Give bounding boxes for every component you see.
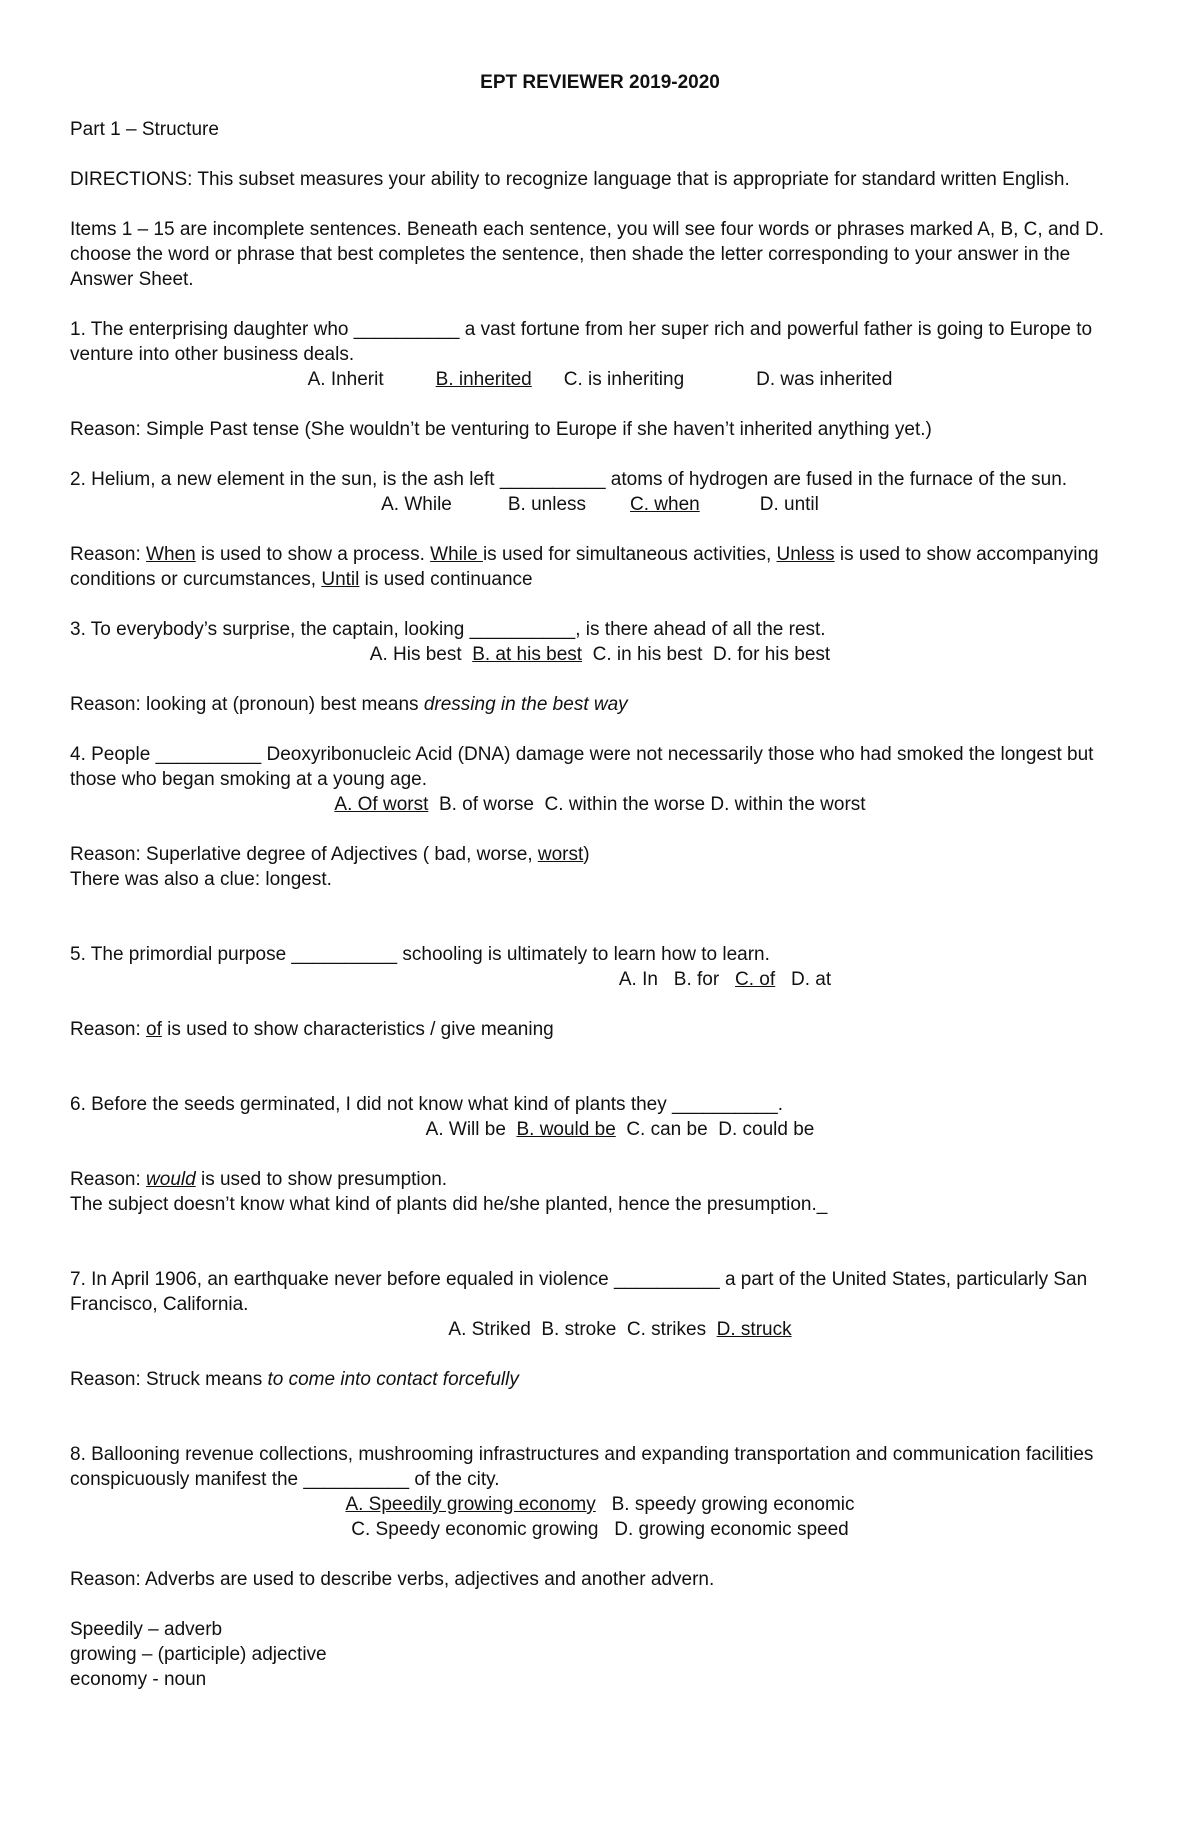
reason-emphasis: dressing in the best way (423, 694, 628, 715)
reason-keyword: of (146, 1019, 162, 1040)
choice-c-answer: C. when (630, 494, 700, 515)
reason-label: Reason: (70, 544, 147, 565)
reason-keyword: would (146, 1169, 196, 1190)
question-text: 8. Ballooning revenue collections, mushrooming infrastructures and expanding transportation and communication facilities conspicuously manifest the __________ of the city. (70, 1444, 1094, 1490)
choice-d: D. until (759, 494, 819, 515)
choice-b-answer: B. would be (516, 1119, 616, 1140)
reason-label: Reason: looking at (pronoun) best means (70, 694, 424, 715)
question-item-5 (70, 942, 1130, 1042)
reason-label: Reason: Superlative degree of Adjectives ( bad, worse, (70, 844, 538, 865)
reason-segment: is used to show accompanying conditions or curcumstances, (70, 544, 1099, 590)
reason-text (70, 692, 1130, 717)
reason-text: Reason: Simple Past tense (She wouldn’t be venturing to Europe if she haven’t inherited anything yet.) (70, 419, 932, 440)
choices-row-2 (70, 1517, 1130, 1542)
reason-segment: is used to show presumption. (195, 1169, 448, 1190)
choice-c: C. Speedy economic growing (351, 1519, 599, 1540)
reason-keyword: worst (537, 844, 584, 865)
reason-label: Reason: (70, 1019, 147, 1040)
choice-a: A. Striked (448, 1319, 531, 1340)
choices-row (70, 967, 1130, 992)
choice-a-answer: A. Of worst (334, 794, 429, 815)
choice-d: D. was inherited (756, 369, 893, 390)
reason-keyword-while: While (430, 544, 483, 565)
reason-segment: is used continuance (359, 569, 533, 590)
choice-a: A. While (381, 494, 452, 515)
question-text: 2. Helium, a new element in the sun, is the ash left __________ atoms of hydrogen are fused in the furnace of the sun. (70, 469, 1068, 490)
reason-text (70, 1017, 1130, 1042)
question-text: 5. The primordial purpose __________ schooling is ultimately to learn how to learn. (70, 944, 770, 965)
question-item-3 (70, 617, 1130, 717)
choice-a: A. In (618, 969, 658, 990)
choice-c: C. strikes (626, 1319, 707, 1340)
reason-segment: is used for simultaneous activities, (482, 544, 777, 565)
reason-line-2: The subject doesn’t know what kind of plants did he/she planted, hence the presumption._ (70, 1194, 828, 1215)
reason-label: Reason: (70, 1169, 147, 1190)
choices-row (70, 492, 1130, 517)
question-text: 4. People __________ Deoxyribonucleic Acid (DNA) damage were not necessarily those who had smoked the longest but those who began smoking at a young age. (70, 744, 1094, 790)
question-item-2 (70, 467, 1130, 592)
choice-b: B. unless (507, 494, 587, 515)
note-line-1: Speedily – adverb (70, 1619, 223, 1640)
choices-row (70, 1492, 1130, 1517)
document-title: EPT REVIEWER 2019-2020 (480, 72, 720, 93)
choice-d-answer: D. struck (716, 1319, 792, 1340)
choice-a-answer: A. Speedily growing economy (345, 1494, 596, 1515)
question-item-4 (70, 742, 1130, 892)
question-text: 3. To everybody’s surprise, the captain, looking __________, is there ahead of all the rest. (70, 619, 826, 640)
choice-d: D. within the worst (710, 794, 866, 815)
reason-text (70, 1167, 1130, 1192)
choice-b: B. for (673, 969, 720, 990)
choices-row (70, 1117, 1130, 1142)
choice-d: D. at (791, 969, 832, 990)
choice-c: C. within the worse (544, 794, 706, 815)
choice-b: B. of worse (438, 794, 534, 815)
question-item-1 (70, 317, 1130, 442)
choice-a: A. His best (369, 644, 462, 665)
choice-d: D. growing economic speed (614, 1519, 849, 1540)
reason-segment: is used to show a process. (195, 544, 431, 565)
reason-keyword-until: Until (321, 569, 360, 590)
choice-a: A. Will be (425, 1119, 506, 1140)
reason-text (70, 542, 1130, 592)
choice-c: C. is inheriting (563, 369, 685, 390)
choice-b-answer: B. at his best (472, 644, 583, 665)
reason-text: Reason: Adverbs are used to describe verbs, adjectives and another advern. (70, 1569, 715, 1590)
choice-b: B. speedy growing economic (611, 1494, 855, 1515)
choice-c: C. can be (626, 1119, 708, 1140)
reason-keyword-when: When (146, 544, 196, 565)
directions-text: DIRECTIONS: This subset measures your ability to recognize language that is appropriate for standard written English. (70, 169, 1070, 190)
question-text: 7. In April 1906, an earthquake never before equaled in violence __________ a part of the United States, particularly San Francisco, California. (70, 1269, 1088, 1315)
choices-row (70, 367, 1130, 392)
question-item-7 (70, 1267, 1130, 1392)
reason-emphasis: to come into contact forcefully (267, 1369, 519, 1390)
instructions-text: Items 1 – 15 are incomplete sentences. Beneath each sentence, you will see four words or phrases marked A, B, C, and D. choose the word or phrase that best completes the sentence, then shade the letter corresponding to your answer in the Answer Sheet. (70, 219, 1104, 290)
reason-text (70, 842, 1130, 867)
reason-label: Reason: Struck means (70, 1369, 268, 1390)
reason-segment: is used to show characteristics / give meaning (161, 1019, 554, 1040)
question-item-8 (70, 1442, 1130, 1692)
choices-row (70, 1317, 1130, 1342)
question-text: 1. The enterprising daughter who __________ a vast fortune from her super rich and powerful father is going to Europe to venture into other business deals. (70, 319, 1093, 365)
choice-b: B. stroke (541, 1319, 617, 1340)
part-heading: Part 1 – Structure (70, 119, 219, 140)
choice-d: D. for his best (713, 644, 831, 665)
reason-text (70, 1367, 1130, 1392)
reason-line-2: There was also a clue: longest. (70, 869, 332, 890)
choice-c-answer: C. of (735, 969, 776, 990)
reason-keyword-unless: Unless (776, 544, 835, 565)
choices-row (70, 642, 1130, 667)
choice-b-answer: B. inherited (435, 369, 532, 390)
reason-segment: ) (583, 844, 590, 865)
choice-d: D. could be (718, 1119, 815, 1140)
note-line-3: economy - noun (70, 1669, 207, 1690)
choice-c: C. in his best (592, 644, 703, 665)
note-line-2: growing – (participle) adjective (70, 1644, 327, 1665)
choice-a: A. Inherit (307, 369, 384, 390)
question-text: 6. Before the seeds germinated, I did not know what kind of plants they __________. (70, 1094, 783, 1115)
question-item-6 (70, 1092, 1130, 1217)
choices-row (70, 792, 1130, 817)
